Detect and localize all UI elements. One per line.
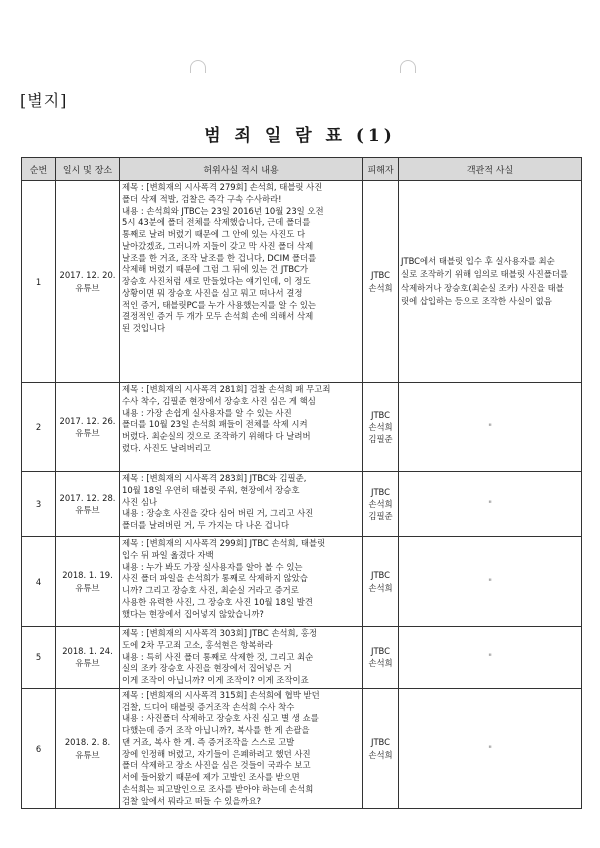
punch-hole-mark: [400, 60, 416, 73]
content-line: 실의 조카 장승호 사진을 현장에서 집어넣은 거: [122, 663, 292, 674]
row-place: 유튜브: [75, 505, 100, 515]
content-line: 수사 착수, 김필준 현장에서 장승호 사진 심은 게 핵심: [122, 395, 316, 406]
header-objective-fact: 객관적 사실: [399, 158, 582, 181]
annex-label: [별지]: [20, 91, 68, 110]
content-line: 했다는 현장에서 집어넣지 않았습니까?: [122, 608, 264, 619]
content-line: 된 것입니다: [122, 323, 166, 334]
content-line: 날조를 한 거죠, 조작 날조를 한 겁니다, DCIM 폴더를: [122, 252, 317, 263]
row-victim: [363, 181, 399, 383]
header-number: 순번: [22, 158, 56, 181]
content-line: 댄 거죠, 복사 한 게. 즉 증거조작을 스스로 고발: [122, 736, 295, 747]
row-objective-fact-ditto: ": [399, 627, 582, 689]
fact-line: 실로 조작하기 위해 임의로 태블릿 사진폴더를: [401, 269, 569, 280]
content-line: 삭제해 버렸기 때문에 그럼 그 뒤에 있는 건 JTBC가: [122, 264, 308, 275]
victim-name: 손석희: [368, 498, 393, 509]
content-line: 폴더 삭제 적발, 검찰은 즉각 구속 수사하라!: [122, 193, 282, 204]
row-false-content: [120, 383, 363, 472]
row-date-place: [56, 627, 120, 689]
content-line: 제목 : [변희재의 시사폭격 279회] 손석희, 태블릿 사진: [122, 182, 323, 192]
content-line: 폴더 삭제하고 장소 사진을 심은 것들이 국과수 보고: [122, 760, 311, 771]
victim-name: 손석희: [368, 658, 393, 669]
row-place: 유튜브: [75, 658, 100, 669]
content-line: 장승호 사진처럼 새로 만들었다는 얘기인데, 이 정도: [122, 276, 311, 287]
row-date: 2018. 2. 8.: [64, 737, 111, 748]
content-line: 폴더를 날려버린 거, 두 가지는 다 나온 겁니다: [122, 520, 289, 531]
row-victim: [363, 627, 399, 689]
content-line: 다했는데 증거 조작 아닙니까?, 복사를 한 게 손괄을: [122, 725, 310, 736]
row-false-content: [120, 472, 363, 537]
victim-name: 김필준: [368, 434, 393, 445]
content-line: 장에 인정해 버렸고, 자기들이 은폐하려고 했던 사진: [122, 748, 311, 759]
header-victim: 피해자: [363, 158, 399, 181]
victim-name: 손석희: [368, 749, 393, 760]
content-line: 서에 들어왔기 때문에 제가 고발인 조사를 받으면: [122, 772, 300, 783]
row-date: 2018. 1. 24.: [62, 646, 113, 657]
crime-list-table: [21, 157, 582, 809]
page-title: 범 죄 일 람 표 (1): [204, 126, 396, 146]
content-line: 내용 : 손석희와 JTBC는 23일 2016년 10월 23일 오전: [122, 205, 324, 216]
content-line: 사진 심나: [122, 496, 158, 507]
row-number: 5: [22, 627, 56, 689]
content-line: 손석희는 피고발인으로 조사를 받아야 하는데 손석희: [122, 783, 314, 794]
row-false-content: [120, 537, 363, 627]
row-place: 유튜브: [75, 749, 100, 760]
row-date-place: [56, 472, 120, 537]
row-objective-fact: [399, 181, 582, 383]
content-line: 5시 43분에 폴더 전체를 삭제했습니다, 근데 폴더를: [122, 217, 311, 228]
victim-name: JTBC: [370, 570, 391, 581]
row-place: 유튜브: [75, 428, 100, 438]
content-line: 제목 : [변희재의 시사폭격 315회] 손석희에 협박 받던: [122, 689, 320, 700]
row-date-place: [56, 688, 120, 809]
row-false-content: [120, 181, 363, 383]
content-line: 통째로 날려 버렸기 때문에 그 안에 있는 사진도 다: [122, 229, 306, 240]
content-line: 사용한 유력한 사진, 그 장승호 사진 10월 18일 발견: [122, 596, 313, 607]
fact-line: JTBC에서 태블릿 입수 후 실사용자를 최순: [401, 256, 555, 267]
victim-name: 손석희: [368, 282, 393, 293]
row-objective-fact-ditto: ": [399, 537, 582, 627]
row-number: 1: [22, 181, 56, 383]
punch-hole-mark: [190, 60, 206, 73]
row-number: 3: [22, 472, 56, 537]
content-line: 내용 : 사진폴더 삭제하고 장승호 사진 심고 별 생 쇼를: [122, 713, 319, 724]
content-line: 내용 : 누가 봐도 가장 실사용자를 알아 볼 수 있는: [122, 561, 303, 572]
table-row: [22, 537, 582, 627]
row-victim: [363, 383, 399, 472]
content-line: 폴더를 10월 23일 손석희 패들이 전체를 삭제 시켜: [122, 419, 308, 430]
content-line: 니까? 그리고 장승호 사진, 최순실 거라고 증거로: [122, 585, 299, 596]
content-line: 검찰, 드디어 태블릿 증거조작 손석희 수사 착수: [122, 701, 295, 712]
header-false-content: 허위사실 적시 내용: [120, 158, 363, 181]
victim-name: JTBC: [370, 737, 391, 748]
content-line: 제목 : [변희재의 시사폭격 281회] 검찰 손석희 패 무고죄: [122, 384, 331, 394]
content-line: 내용 : 가장 손쉽게 실사용자를 알 수 있는 사진: [122, 407, 292, 418]
row-date: 2017. 12. 26.: [59, 415, 116, 426]
table-row: [22, 627, 582, 689]
table-row: [22, 472, 582, 537]
fact-line: 삭제하거나 장승호(최순실 조카) 사진을 태블: [401, 282, 564, 293]
content-line: 적인 증거, 태블릿PC를 누가 사용했는지를 알 수 있는: [122, 299, 316, 310]
row-date: 2018. 1. 19.: [62, 570, 113, 581]
victim-name: JTBC: [370, 270, 391, 281]
table-header-row: [22, 158, 582, 181]
content-line: 도에 2차 무고죄 고소, 홍석현은 항복하라: [122, 639, 273, 650]
row-victim: [363, 472, 399, 537]
row-date-place: [56, 537, 120, 627]
content-line: 검찰 앞에서 뭐라고 떠들 수 있을까요?: [122, 795, 262, 806]
content-line: 제목 : [변희재의 시사폭격 283회] JTBC와 김필준,: [122, 473, 307, 483]
header-date-place: 일시 및 장소: [56, 158, 120, 181]
table-row: [22, 688, 582, 809]
content-line: 내용 : 특히 사진 폴더 통째로 삭제한 것, 그리고 최순: [122, 651, 314, 662]
row-date: 2017. 12. 28.: [59, 492, 116, 503]
victim-name: JTBC: [370, 646, 391, 657]
victim-name: 김필준: [368, 511, 393, 522]
row-place: 유튜브: [75, 282, 100, 293]
content-line: 상황이면 뭐 장승호 사진을 심고 뭐고 떠나서 결정: [122, 287, 303, 298]
row-victim: [363, 688, 399, 809]
content-line: 10월 18일 우연히 태블릿 주워, 현장에서 장승호: [122, 484, 300, 495]
content-line: 입수 뒤 파일 옮겼다 자백: [122, 549, 214, 560]
row-objective-fact-ditto: ": [399, 383, 582, 472]
row-number: 6: [22, 688, 56, 809]
table-row: [22, 181, 582, 383]
row-objective-fact-ditto: ": [399, 472, 582, 537]
content-line: 버렸다. 최순실의 것으로 조작하기 위해다 다 날려버: [122, 431, 311, 442]
row-date-place: [56, 383, 120, 472]
content-line: 사진 폴더 파일을 손석희가 통째로 삭제하지 않았습: [122, 573, 308, 584]
row-date: 2017. 12. 20.: [59, 270, 116, 281]
content-line: 제목 : [변희재의 시사폭격 303회] JTBC 손석희, 홍정: [122, 628, 318, 638]
row-date-place: [56, 181, 120, 383]
content-line: 결정적인 증거 두 개가 모두 손석희 손에 의해서 삭제: [122, 311, 314, 322]
victim-name: JTBC: [370, 409, 391, 420]
row-number: 4: [22, 537, 56, 627]
table-row: [22, 383, 582, 472]
victim-name: 손석희: [368, 421, 393, 432]
row-false-content: [120, 688, 363, 809]
row-objective-fact-ditto: ": [399, 688, 582, 809]
fact-line: 릿에 삽입하는 등으로 조작한 사실이 없음: [401, 295, 552, 306]
victim-name: JTBC: [370, 486, 391, 497]
row-number: 2: [22, 383, 56, 472]
content-line: 내용 : 장승호 사진을 갖다 심어 버린 거, 그리고 사진: [122, 508, 314, 519]
row-place: 유튜브: [75, 582, 100, 593]
row-false-content: [120, 627, 363, 689]
victim-name: 손석희: [368, 582, 393, 593]
content-line: 렸다. 사진도 날려버리고: [122, 442, 211, 453]
content-line: 이게 조작이 아닙니까? 이게 조작이? 이게 조작이죠: [122, 675, 309, 686]
row-victim: [363, 537, 399, 627]
content-line: 날아갔겠죠, 그러니까 지들이 갖고 막 사진 폴더 삭제: [122, 240, 314, 251]
content-line: 제목 : [변희재의 시사폭격 299회] JTBC 손석희, 태블릿: [122, 538, 326, 548]
